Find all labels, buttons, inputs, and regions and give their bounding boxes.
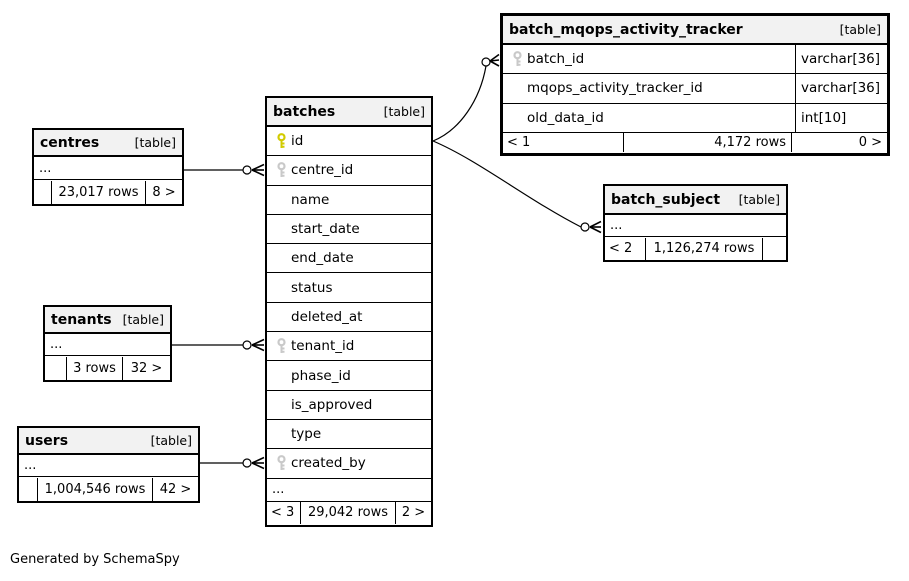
table-batch-subject[interactable] bbox=[603, 184, 788, 262]
column-row-created-by bbox=[267, 448, 431, 477]
table-batch-mqops-activity-tracker[interactable] bbox=[500, 13, 890, 156]
table-tenants-footer bbox=[45, 355, 170, 380]
crows-foot-icon bbox=[590, 222, 601, 233]
crows-foot-icon bbox=[252, 165, 264, 176]
column-row-mqops-activity-tracker-id bbox=[503, 73, 887, 102]
relationship-tenants-batches bbox=[172, 340, 264, 351]
row-count: 29,042 rows bbox=[300, 502, 396, 524]
row-count: 1,126,274 rows bbox=[645, 238, 763, 260]
key-cell bbox=[271, 455, 291, 471]
table-centres[interactable] bbox=[32, 128, 184, 206]
column-row-end-date bbox=[267, 243, 431, 272]
collapsed-columns-row: ... bbox=[19, 455, 198, 476]
table-name: centres bbox=[40, 134, 100, 151]
column-row-batch-id bbox=[503, 45, 887, 73]
column-row-start-date bbox=[267, 214, 431, 243]
foreign-key-icon bbox=[512, 51, 523, 67]
table-type-tag: [table] bbox=[383, 104, 425, 119]
column-type: varchar[36] bbox=[795, 74, 887, 102]
table-type-tag: [table] bbox=[839, 22, 881, 37]
generated-by-note: Generated by SchemaSpy bbox=[10, 552, 180, 567]
zero-or-one-circle bbox=[243, 341, 251, 349]
table-name: tenants bbox=[51, 311, 112, 328]
parent-count: < 3 bbox=[271, 505, 295, 521]
table-batch-mqops-activity-tracker-footer bbox=[503, 132, 887, 153]
foreign-key-icon bbox=[276, 455, 287, 471]
key-cell bbox=[271, 162, 291, 178]
column-name: name bbox=[291, 191, 330, 208]
column-type: int[10] bbox=[795, 104, 887, 132]
child-count: 8 > bbox=[152, 184, 176, 200]
column-name: created_by bbox=[291, 455, 366, 472]
crows-foot-icon bbox=[252, 458, 264, 469]
column-row-old-data-id bbox=[503, 103, 887, 132]
column-name: tenant_id bbox=[291, 338, 355, 355]
table-type-tag: [table] bbox=[738, 192, 780, 207]
column-name: deleted_at bbox=[291, 308, 363, 325]
relationship-users-batches bbox=[200, 458, 264, 469]
crows-foot-icon bbox=[490, 55, 499, 67]
column-name: phase_id bbox=[291, 367, 351, 384]
column-name: status bbox=[291, 279, 333, 296]
child-count: 32 > bbox=[130, 360, 163, 376]
table-users-header bbox=[19, 428, 198, 455]
table-name: batch_subject bbox=[611, 191, 721, 208]
relationship-centres-batches bbox=[184, 165, 264, 176]
table-batch-subject-header bbox=[605, 186, 786, 215]
parent-count: < 2 bbox=[609, 240, 633, 256]
parent-count: < 1 bbox=[507, 135, 531, 151]
table-batches-header bbox=[267, 98, 431, 127]
column-name: old_data_id bbox=[527, 109, 604, 126]
table-type-tag: [table] bbox=[122, 312, 164, 327]
relationship-batches-mqops bbox=[433, 55, 499, 142]
table-centres-footer bbox=[34, 179, 182, 204]
zero-or-one-circle bbox=[243, 459, 251, 467]
collapsed-columns-row: ... bbox=[34, 157, 182, 179]
column-row-name bbox=[267, 185, 431, 214]
table-batches-footer bbox=[267, 501, 431, 525]
column-name: type bbox=[291, 426, 322, 443]
table-users[interactable] bbox=[17, 426, 200, 503]
zero-or-one-circle bbox=[482, 58, 490, 66]
key-cell bbox=[271, 133, 291, 149]
column-name: batch_id bbox=[527, 51, 585, 68]
child-count: 42 > bbox=[159, 481, 192, 497]
table-tenants-header bbox=[45, 307, 170, 334]
collapsed-columns-row: ... bbox=[267, 478, 431, 501]
column-row-deleted-at bbox=[267, 302, 431, 331]
zero-or-one-circle bbox=[581, 223, 589, 231]
table-type-tag: [table] bbox=[150, 433, 192, 448]
table-name: batch_mqops_activity_tracker bbox=[509, 21, 743, 38]
row-count: 23,017 rows bbox=[51, 181, 146, 204]
row-count: 4,172 rows bbox=[623, 133, 792, 152]
table-users-footer bbox=[19, 476, 198, 501]
table-name: users bbox=[25, 432, 69, 449]
column-row-centre-id bbox=[267, 155, 431, 184]
crows-foot-icon bbox=[252, 340, 264, 351]
child-count: 2 > bbox=[401, 505, 426, 521]
column-name: is_approved bbox=[291, 396, 373, 413]
row-count: 1,004,546 rows bbox=[37, 478, 153, 501]
child-count: 0 > bbox=[858, 135, 882, 151]
column-row-id bbox=[267, 127, 431, 155]
collapsed-columns-row: ... bbox=[605, 215, 786, 236]
table-type-tag: [table] bbox=[134, 135, 176, 150]
zero-or-one-circle bbox=[243, 166, 251, 174]
table-batch-mqops-activity-tracker-header bbox=[503, 16, 887, 45]
column-row-phase-id bbox=[267, 360, 431, 389]
key-cell bbox=[271, 338, 291, 354]
key-cell bbox=[507, 51, 527, 67]
column-name: end_date bbox=[291, 250, 354, 267]
column-name: mqops_activity_tracker_id bbox=[527, 80, 703, 97]
table-centres-header bbox=[34, 130, 182, 157]
column-name: start_date bbox=[291, 221, 360, 238]
table-tenants[interactable] bbox=[43, 305, 172, 382]
table-batch-subject-footer bbox=[605, 236, 786, 260]
table-batches[interactable] bbox=[265, 96, 433, 527]
foreign-key-icon bbox=[276, 162, 287, 178]
foreign-key-icon bbox=[276, 338, 287, 354]
column-type: varchar[36] bbox=[795, 45, 887, 73]
column-row-type bbox=[267, 419, 431, 448]
row-count: 3 rows bbox=[66, 357, 123, 380]
primary-key-icon bbox=[276, 133, 287, 149]
column-row-is-approved bbox=[267, 390, 431, 419]
column-row-status bbox=[267, 272, 431, 301]
table-name: batches bbox=[273, 103, 336, 120]
column-name: id bbox=[291, 133, 304, 150]
column-name: centre_id bbox=[291, 162, 354, 179]
collapsed-columns-row: ... bbox=[45, 334, 170, 355]
column-row-tenant-id bbox=[267, 331, 431, 360]
